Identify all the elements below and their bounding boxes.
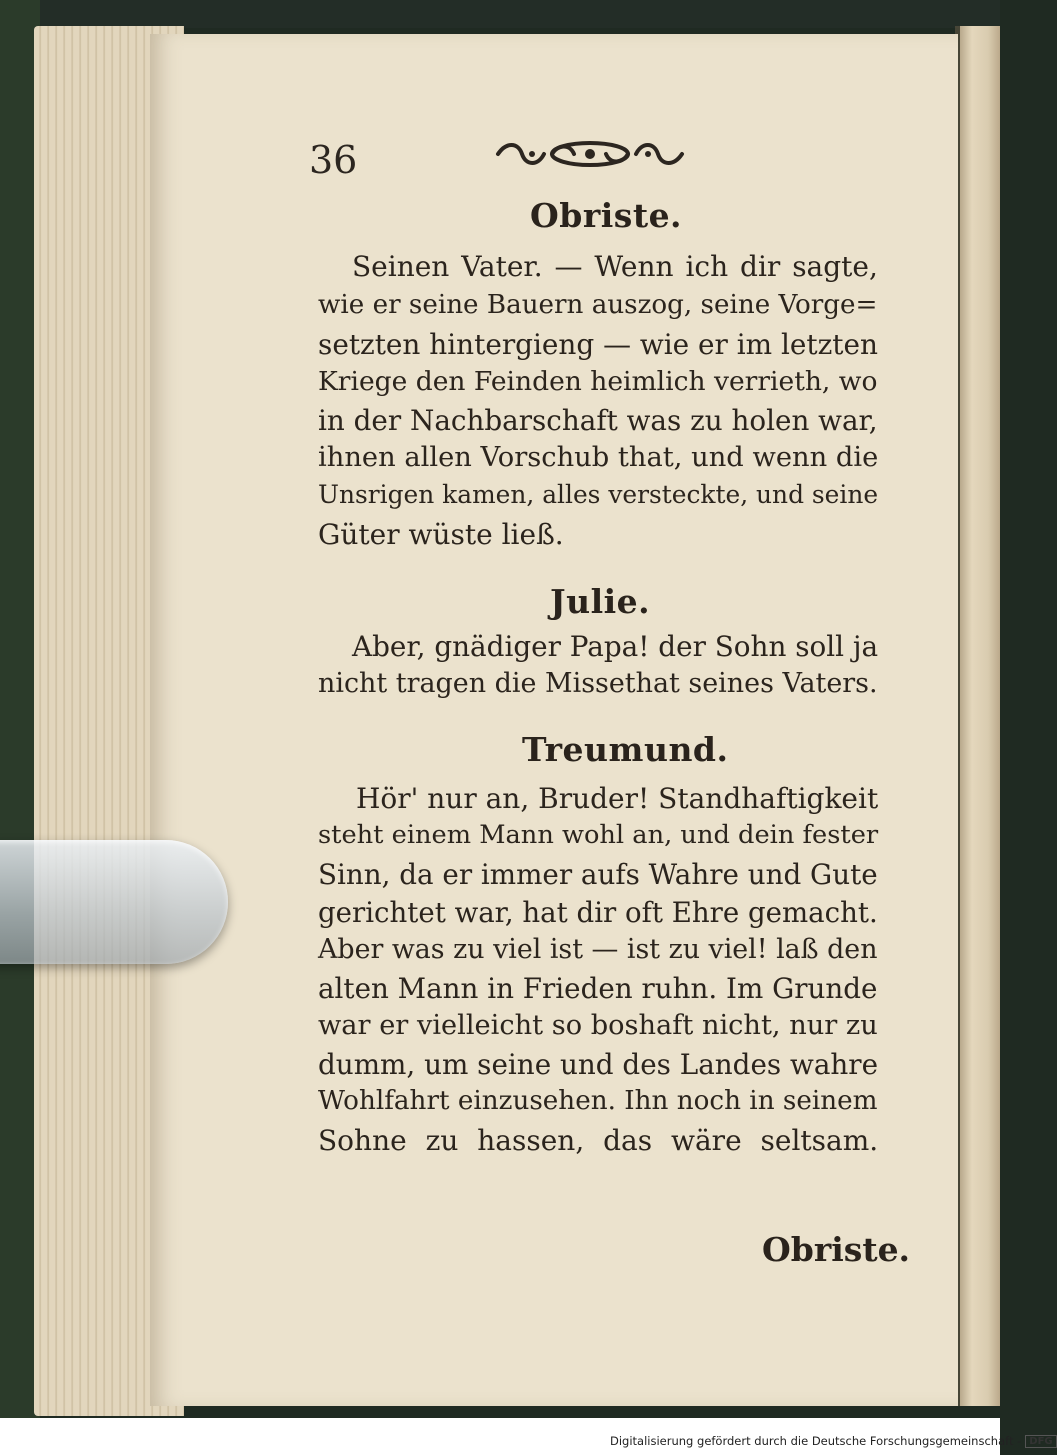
speaker-heading: Julie. (550, 582, 651, 621)
text-line: setzten hintergieng — wie er im letzten (318, 328, 878, 361)
text-line: Unsrigen kamen, alles versteckte, und seine (318, 480, 879, 509)
text-line: Wohlfahrt einzusehen. Ihn noch in seinem (318, 1086, 878, 1116)
ornament-headpiece-icon (492, 134, 688, 174)
text-line: in der Nachbarschaft was zu holen war, (318, 404, 878, 437)
dfg-logo-icon: DFG (1025, 1435, 1056, 1448)
text-line: Sinn, da er immer aufs Wahre und Gute (318, 858, 878, 891)
scan-backdrop-top (0, 0, 1000, 28)
text-line: alten Mann in Frieden ruhn. Im Grunde (318, 972, 878, 1005)
footer-text: Digitalisierung gefördert durch die Deutsche Forschungsgemeinschaft - (610, 1434, 1022, 1448)
text-line: Sohne zu hassen, das wäre seltsam. (318, 1124, 879, 1157)
catchword: Obriste. (762, 1230, 911, 1269)
text-line: nicht tragen die Missethat seines Vaters. (318, 668, 878, 699)
page-number: 36 (309, 138, 358, 182)
text-line: Aber, gnädiger Papa! der Sohn soll ja (352, 630, 879, 663)
text-line: Kriege den Feinden heimlich verrieth, wo (318, 366, 878, 397)
text-line: Seinen Vater. — Wenn ich dir sagte, (352, 250, 878, 283)
text-line: ihnen allen Vorschub that, und wenn die (318, 442, 879, 473)
digitization-credit (610, 1434, 1057, 1448)
page-holder-clip (0, 840, 228, 964)
opposite-page-edge (960, 26, 1000, 1406)
text-line: wie er seine Bauern auszog, seine Vorge= (318, 290, 878, 320)
speaker-heading: Obriste. (530, 196, 683, 235)
book-page (150, 34, 958, 1406)
text-line: dumm, um seine und des Landes wahre (318, 1048, 879, 1081)
text-line: steht einem Mann wohl an, und dein fester (318, 820, 879, 850)
text-line: Hör' nur an, Bruder! Standhaftigkeit (356, 782, 879, 815)
speaker-heading: Treumund. (522, 730, 729, 769)
text-line: Aber was zu viel ist — ist zu viel! laß den (318, 934, 878, 965)
text-line: Güter wüste ließ. (318, 518, 564, 551)
text-line: war er vielleicht so boshaft nicht, nur zu (318, 1010, 878, 1041)
text-line: gerichtet war, hat dir oft Ehre gemacht. (318, 896, 878, 929)
